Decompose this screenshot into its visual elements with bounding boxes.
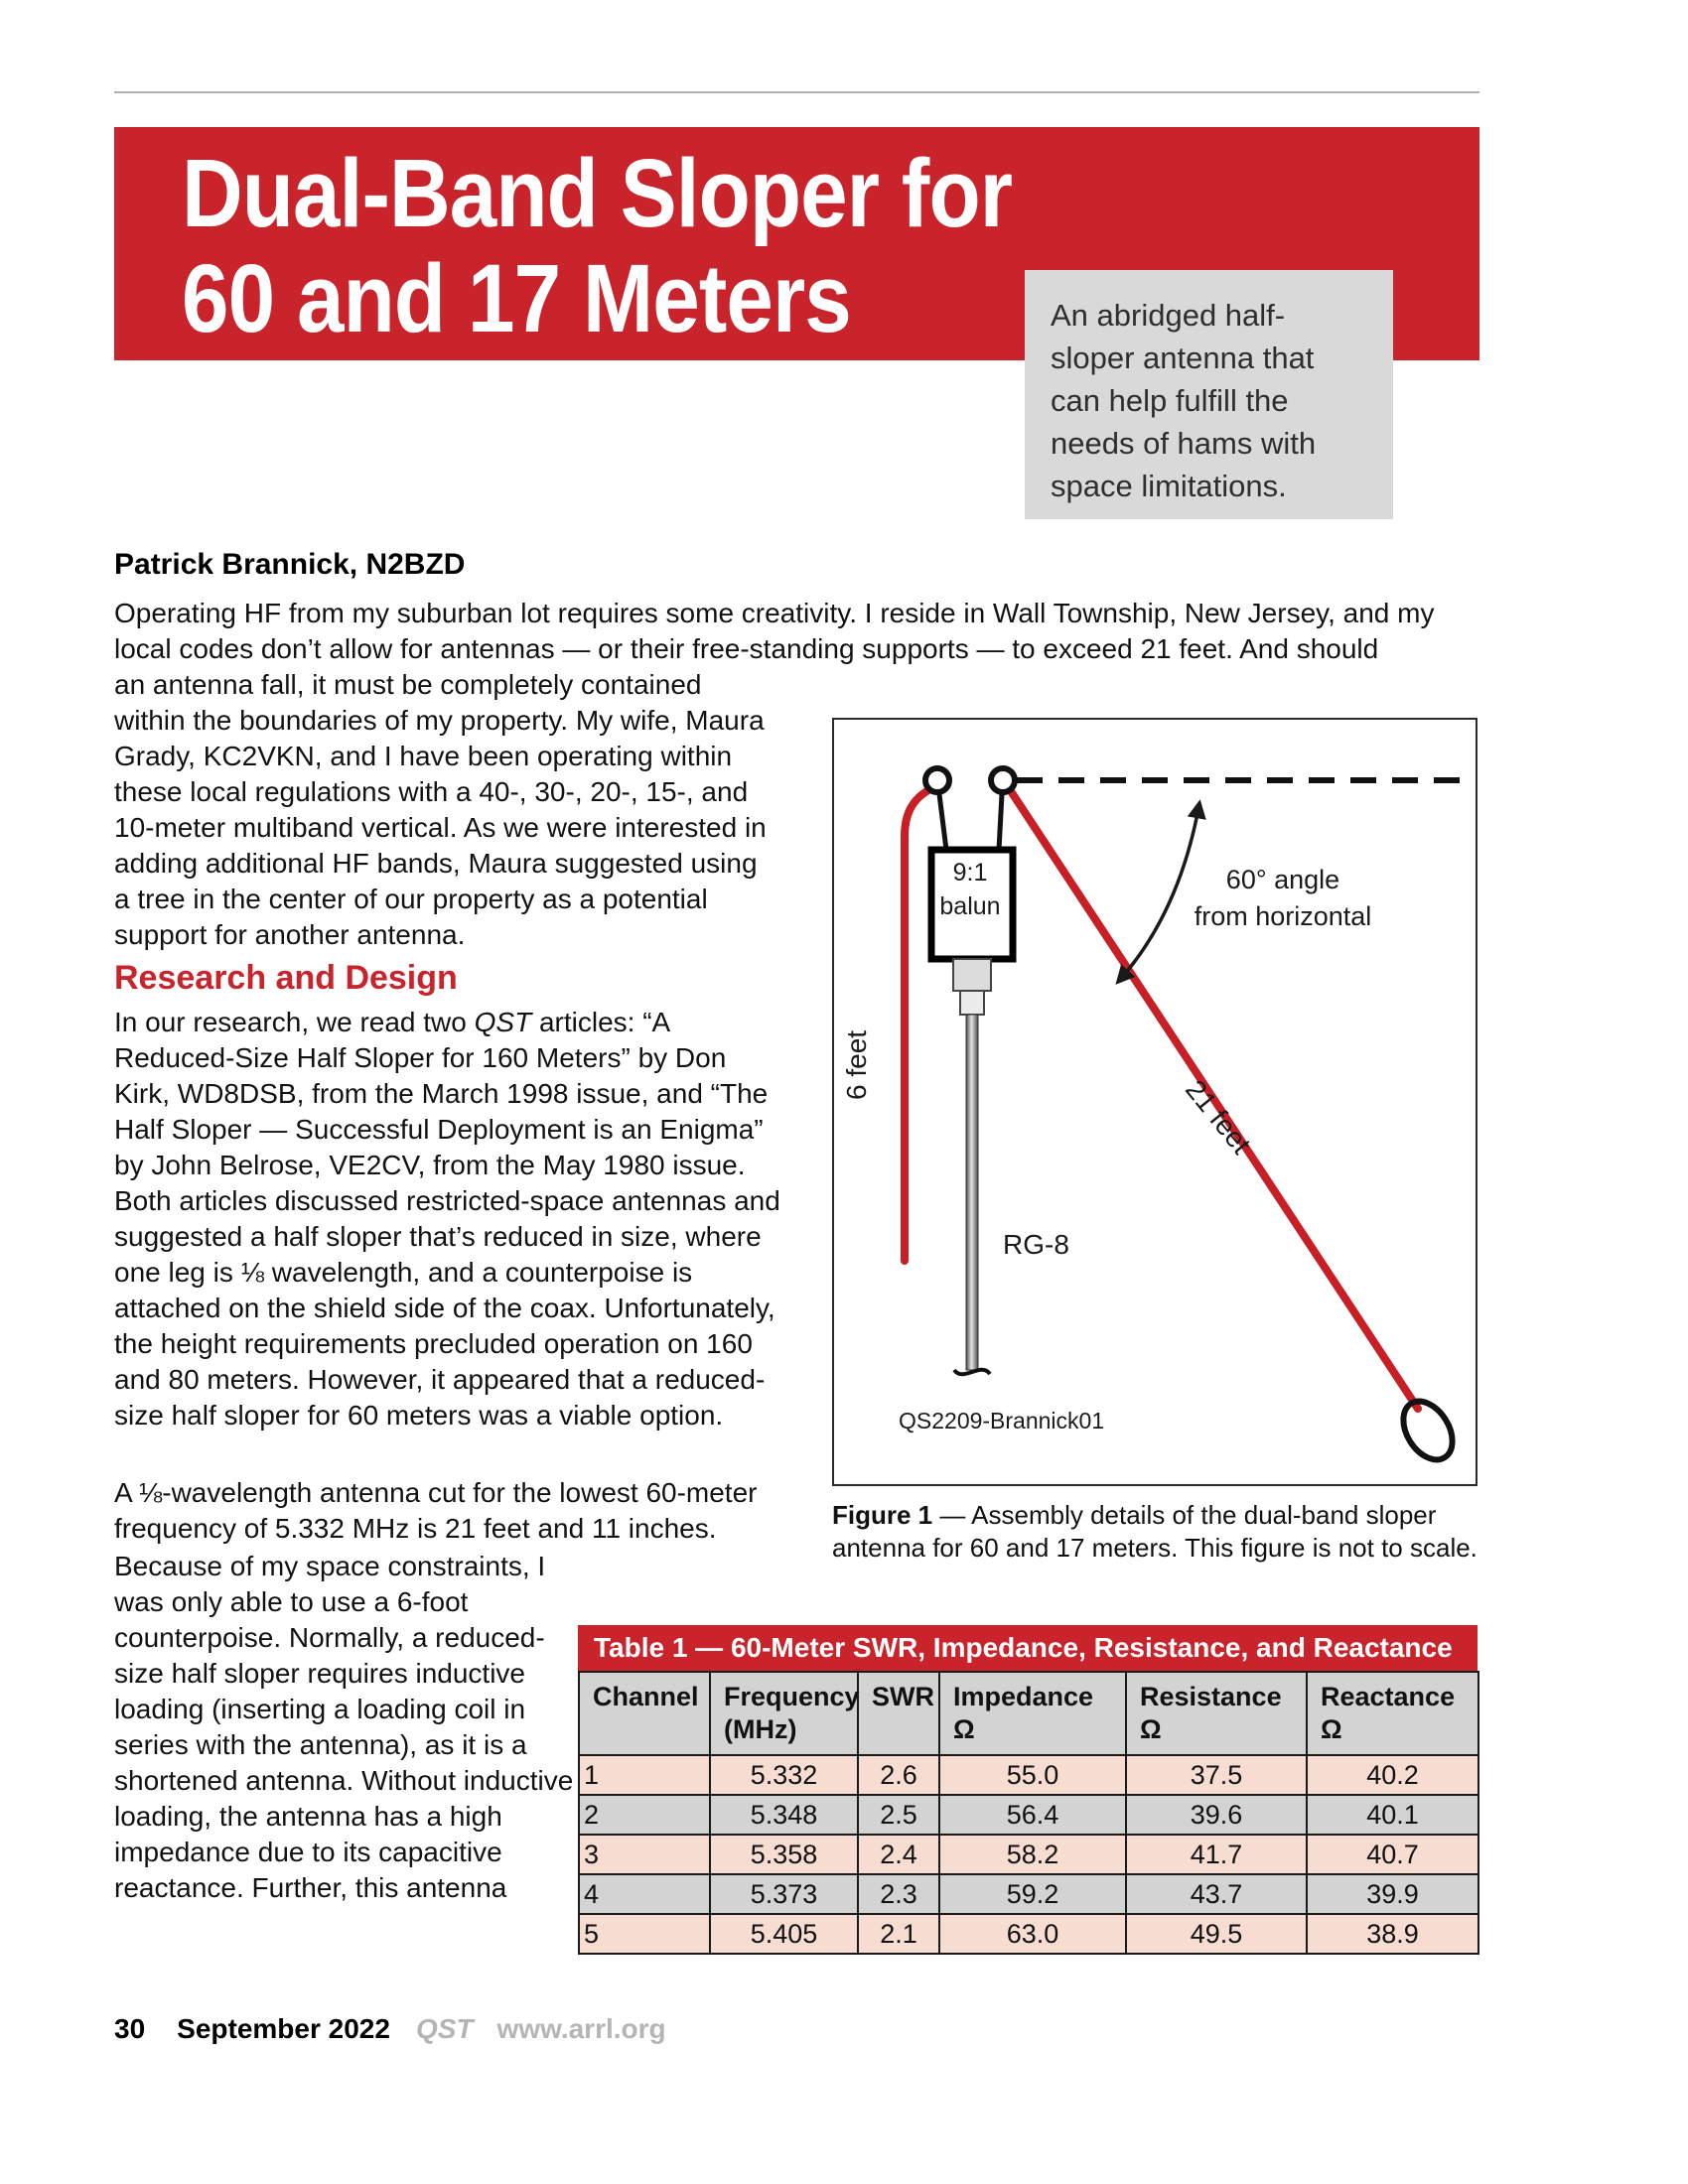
coax-break-squiggle [954, 1370, 990, 1375]
left-eyelet [925, 768, 949, 792]
page-number: 30 [114, 2013, 146, 2044]
table-row [579, 1755, 1478, 1795]
col-header-reactance: Reactance Ω [1307, 1672, 1478, 1755]
coax-cable [966, 1015, 978, 1370]
table-cell: 39.9 [1307, 1874, 1478, 1914]
table-cell: 38.9 [1307, 1914, 1478, 1954]
research-text-before: In our research, we read two [114, 1007, 475, 1037]
table-cell: 5.405 [710, 1914, 858, 1954]
loading-paragraph: Because of my space constraints, I was only able to use a 6-foot counterpoise. Normally, a reduced-size half sloper requires inductive loading (inserting a loading coil in series with the antenna), as it is a shortened antenna. Without inductive loading, the antenna has a high impedance due to its capacitive reactance. Further, this antenna [114, 1551, 574, 1903]
antenna-length-paragraph: A ⅛-wavelength antenna cut for the lowest 60-meter frequency of 5.332 MHz is 21 feet and 11 inches. [114, 1477, 758, 1544]
table-row [579, 1914, 1478, 1954]
table-title-bar: Table 1 — 60-Meter SWR, Impedance, Resistance, and Reactance [578, 1625, 1477, 1671]
right-eyelet [991, 768, 1015, 792]
figure-1-diagram [832, 718, 1477, 1486]
table-cell: 40.2 [1307, 1755, 1478, 1795]
coax-connector-lower [960, 991, 984, 1015]
table-cell: 3 [579, 1835, 710, 1874]
figure-caption-number: Figure 1 [832, 1500, 933, 1530]
coax-type-label: RG-8 [1003, 1229, 1069, 1260]
qst-magazine-name: QST [474, 1007, 532, 1037]
coax-connector-upper [953, 959, 991, 991]
table-cell: 56.4 [939, 1795, 1126, 1835]
top-rule-divider [114, 91, 1479, 93]
counterpoise-length-label: 6 feet [841, 1029, 872, 1100]
figure-id-label: QS2209-Brannick01 [899, 1408, 1105, 1433]
table-cell: 40.7 [1307, 1835, 1478, 1874]
table-row [579, 1874, 1478, 1914]
article-title-line1: Dual-Band Sloper for [182, 139, 1013, 247]
wire-end-loop [1393, 1393, 1463, 1469]
issue-date: September 2022 [177, 2013, 390, 2044]
table-cell: 2.6 [858, 1755, 939, 1795]
research-paragraph [114, 1005, 781, 1433]
balun-label [929, 856, 1011, 923]
table-cell: 5.358 [710, 1835, 858, 1874]
article-title [182, 141, 1012, 351]
figure-caption-text: — Assembly details of the dual-band sloper antenna for 60 and 17 meters. This figure is not to scale. [832, 1500, 1477, 1563]
table-row [579, 1795, 1478, 1835]
section-heading: Research and Design [114, 959, 458, 997]
col-header-channel: Channel [579, 1672, 710, 1755]
col-header-frequency: Frequency (MHz) [710, 1672, 858, 1755]
article-title-line2: 60 and 17 Meters [182, 244, 851, 352]
website-url: www.arrl.org [496, 2013, 666, 2044]
angle-label-line1: 60° angle [1225, 865, 1340, 894]
figure-caption [832, 1499, 1482, 1565]
counterpoise-wire [905, 789, 930, 1261]
magazine-name: QST [415, 2013, 474, 2044]
table-cell: 5.332 [710, 1755, 858, 1795]
angle-label-line2: from horizontal [1194, 901, 1372, 931]
table-cell: 37.5 [1126, 1755, 1307, 1795]
table-cell: 43.7 [1126, 1874, 1307, 1914]
standfirst-box: An abridged half-sloper antenna that can help fulfill the needs of hams with space limitations. [1025, 270, 1393, 519]
table-cell: 4 [579, 1874, 710, 1914]
table-cell: 2.1 [858, 1914, 939, 1954]
balun-word: balun [939, 892, 1001, 920]
table-cell: 5 [579, 1914, 710, 1954]
table-cell: 49.5 [1126, 1914, 1307, 1954]
byline: Patrick Brannick, N2BZD [114, 548, 466, 581]
table-cell: 55.0 [939, 1755, 1126, 1795]
table-cell: 2.5 [858, 1795, 939, 1835]
research-text-after: articles: “A Reduced-Size Half Sloper for 160 Meters” by Don Kirk, WD8DSB, from the March 1998 issue, and “The Half Sloper — Successful Deployment is an Enigma” by John Belrose, VE2CV, from the May 1980 issue. Both articles discussed restricted-space antennas and suggested a half sloper that’s reduced in size, where one leg is ⅛ wavelength, and a counterpoise is attached on the shield side of the coax. Unfortunately, the height requirements precluded operation on 160 and 80 meters. However, it appeared that a reduced-size half sloper for 60 meters was a viable option. [114, 1007, 780, 1431]
table-header-row [579, 1672, 1478, 1755]
table-cell: 2.4 [858, 1835, 939, 1874]
intro-paragraph-full-width: Operating HF from my suburban lot requires some creativity. I reside in Wall Township, New Jersey, and my local codes don’t allow for antennas — or their free-standing supports — to exceed 21 feet. And should [114, 598, 1435, 664]
table-cell: 5.348 [710, 1795, 858, 1835]
table-body [579, 1755, 1478, 1954]
table-row [579, 1835, 1478, 1874]
swr-data-table [578, 1671, 1479, 1955]
antenna-diagram-graphics [834, 720, 1476, 1484]
table-cell: 58.2 [939, 1835, 1126, 1874]
table-cell: 2.3 [858, 1874, 939, 1914]
table-cell: 41.7 [1126, 1835, 1307, 1874]
table-cell: 2 [579, 1795, 710, 1835]
page-footer [114, 2013, 666, 2045]
table-cell: 1 [579, 1755, 710, 1795]
table-cell: 5.373 [710, 1874, 858, 1914]
angle-label [1164, 862, 1402, 935]
table-cell: 63.0 [939, 1914, 1126, 1954]
sloper-length-label: 21 feet [1179, 1074, 1257, 1160]
balun-lead-left [939, 794, 946, 850]
col-header-resistance: Resistance Ω [1126, 1672, 1307, 1755]
balun-ratio: 9:1 [952, 859, 988, 887]
table-cell: 39.6 [1126, 1795, 1307, 1835]
col-header-impedance: Impedance Ω [939, 1672, 1126, 1755]
balun-lead-right [999, 794, 1002, 850]
table-1 [578, 1625, 1477, 1955]
table-cell: 59.2 [939, 1874, 1126, 1914]
col-header-swr: SWR [858, 1672, 939, 1755]
intro-paragraph-narrow: an antenna fall, it must be completely contained within the boundaries of my property. My wife, Maura Grady, KC2VKN, and I have been operating within these local regulations with a 40-, 30-, 20-, 15-, and 10-meter multiband vertical. As we were interested in adding additional HF bands, Maura suggested using a tree in the center of our property as a potential support for another antenna. [114, 669, 767, 950]
table-cell: 40.1 [1307, 1795, 1478, 1835]
